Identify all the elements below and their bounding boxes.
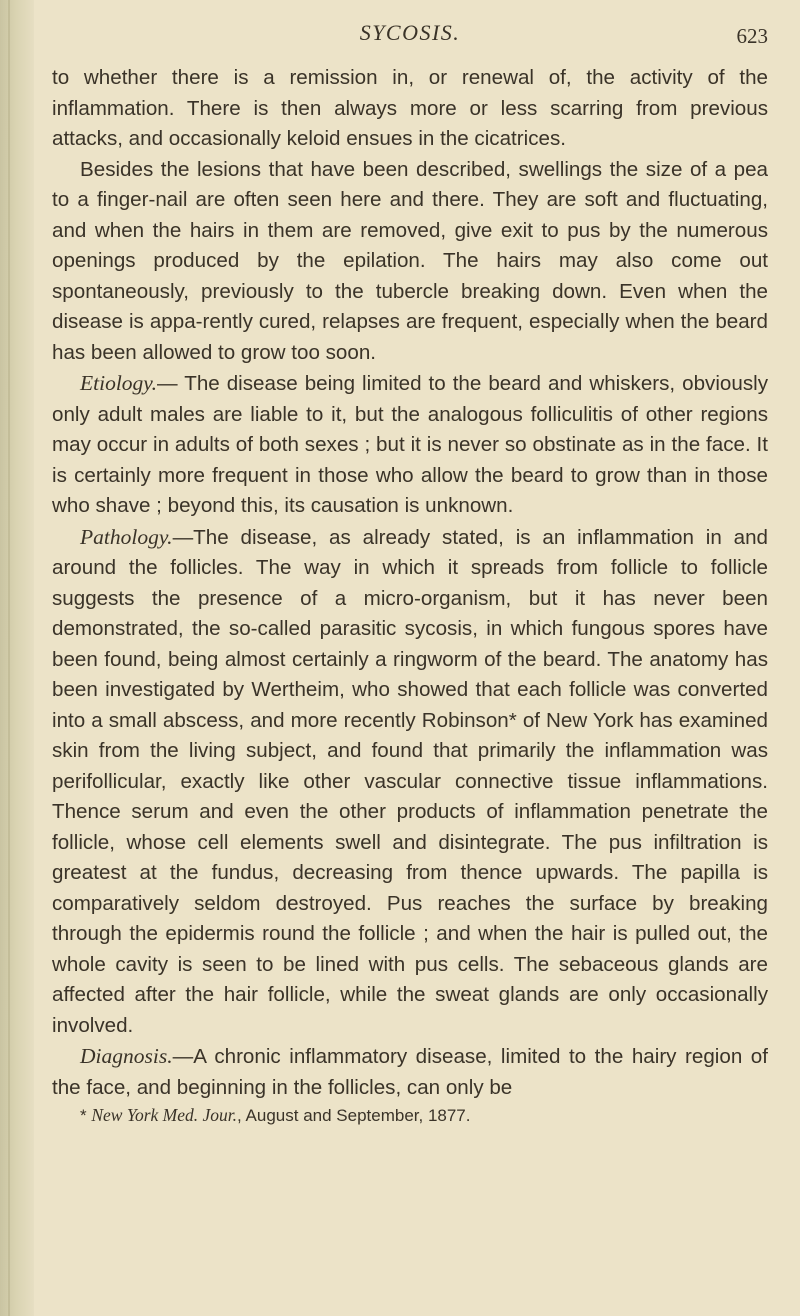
footnote-source: New York Med. Jour. bbox=[91, 1105, 238, 1125]
pathology-text: —The disease, as already stated, is an inflammation in and around the follicles. The way in which it spreads from follicle to follicle suggests the presence of a micro-organism, but it has never been demonstrated, the so-called parasitic sycosis, in which fungous spores have been found, being almost certainly a ringworm of the beard. The anatomy has been investigated by Wertheim, who showed that each follicle was converted into a small abscess, and more recently Robinson* of New York has examined skin from the living subject, and found that primarily the inflammation was perifollicular, exactly like other vascular connective tissue inflammations. Thence serum and even the other products of inflammation penetrate the follicle, whose cell elements swell and disintegrate. The pus infiltration is greatest at the fundus, decreasing from thence upwards. The papilla is comparatively seldom destroyed. Pus reaches the surface by breaking through the epidermis round the follicle ; and when the hair is pulled out, the whole cavity is seen to be lined with pus cells. The sebaceous glands are affected after the hair follicle, while the sweat glands are only occasionally involved. bbox=[52, 525, 768, 1037]
diagnosis-text: —A chronic inflammatory disease, limited to the hairy region of the face, and beginning in the follicles, can only be bbox=[52, 1045, 768, 1099]
paragraph-remission: to whether there is a remission in, or renewal of, the activity of the inflammation. There is then always more or less scarring from previous attacks, and occasionally keloid ensues in the cicatrices. bbox=[52, 66, 768, 150]
footnote bbox=[52, 1103, 768, 1128]
running-head bbox=[52, 0, 768, 56]
footnote-marker: * bbox=[80, 1106, 92, 1125]
page-number: 623 bbox=[736, 24, 768, 48]
book-page bbox=[52, 0, 768, 1128]
pathology-heading: Pathology. bbox=[80, 524, 173, 549]
paragraph-pathology bbox=[52, 522, 768, 1042]
binding-gutter bbox=[0, 0, 34, 1316]
paragraph-diagnosis bbox=[52, 1041, 768, 1103]
footnote-rest: , August and September, 1877. bbox=[237, 1106, 471, 1125]
running-title: SYCOSIS. bbox=[359, 20, 461, 45]
etiology-text: — The disease being limited to the beard and whiskers, obviously only adult males are liable to it, but the analogous folliculitis of other regions may occur in adults of both sexes ; but it is never so obstinate as in the face. It is certainly more frequent in those who allow the beard to grow than in those who shave ; beyond this, its causation is unknown. bbox=[52, 372, 768, 517]
diagnosis-heading: Diagnosis. bbox=[80, 1044, 173, 1068]
paragraph-etiology bbox=[52, 368, 768, 522]
etiology-heading: Etiology. bbox=[80, 371, 158, 395]
paragraph-lesions: Besides the lesions that have been described, swellings the size of a pea to a finger-nail are often seen here and there. They are soft and fluctuating, and when the hairs in them are removed, give exit to pus by the numerous openings produced by the epilation. The hairs may also come out spontaneously, previously to the tubercle breaking down. Even when the disease is appa-rently cured, relapses are frequent, especially when the beard has been allowed to grow too soon. bbox=[52, 157, 768, 364]
body-text bbox=[52, 63, 768, 1128]
